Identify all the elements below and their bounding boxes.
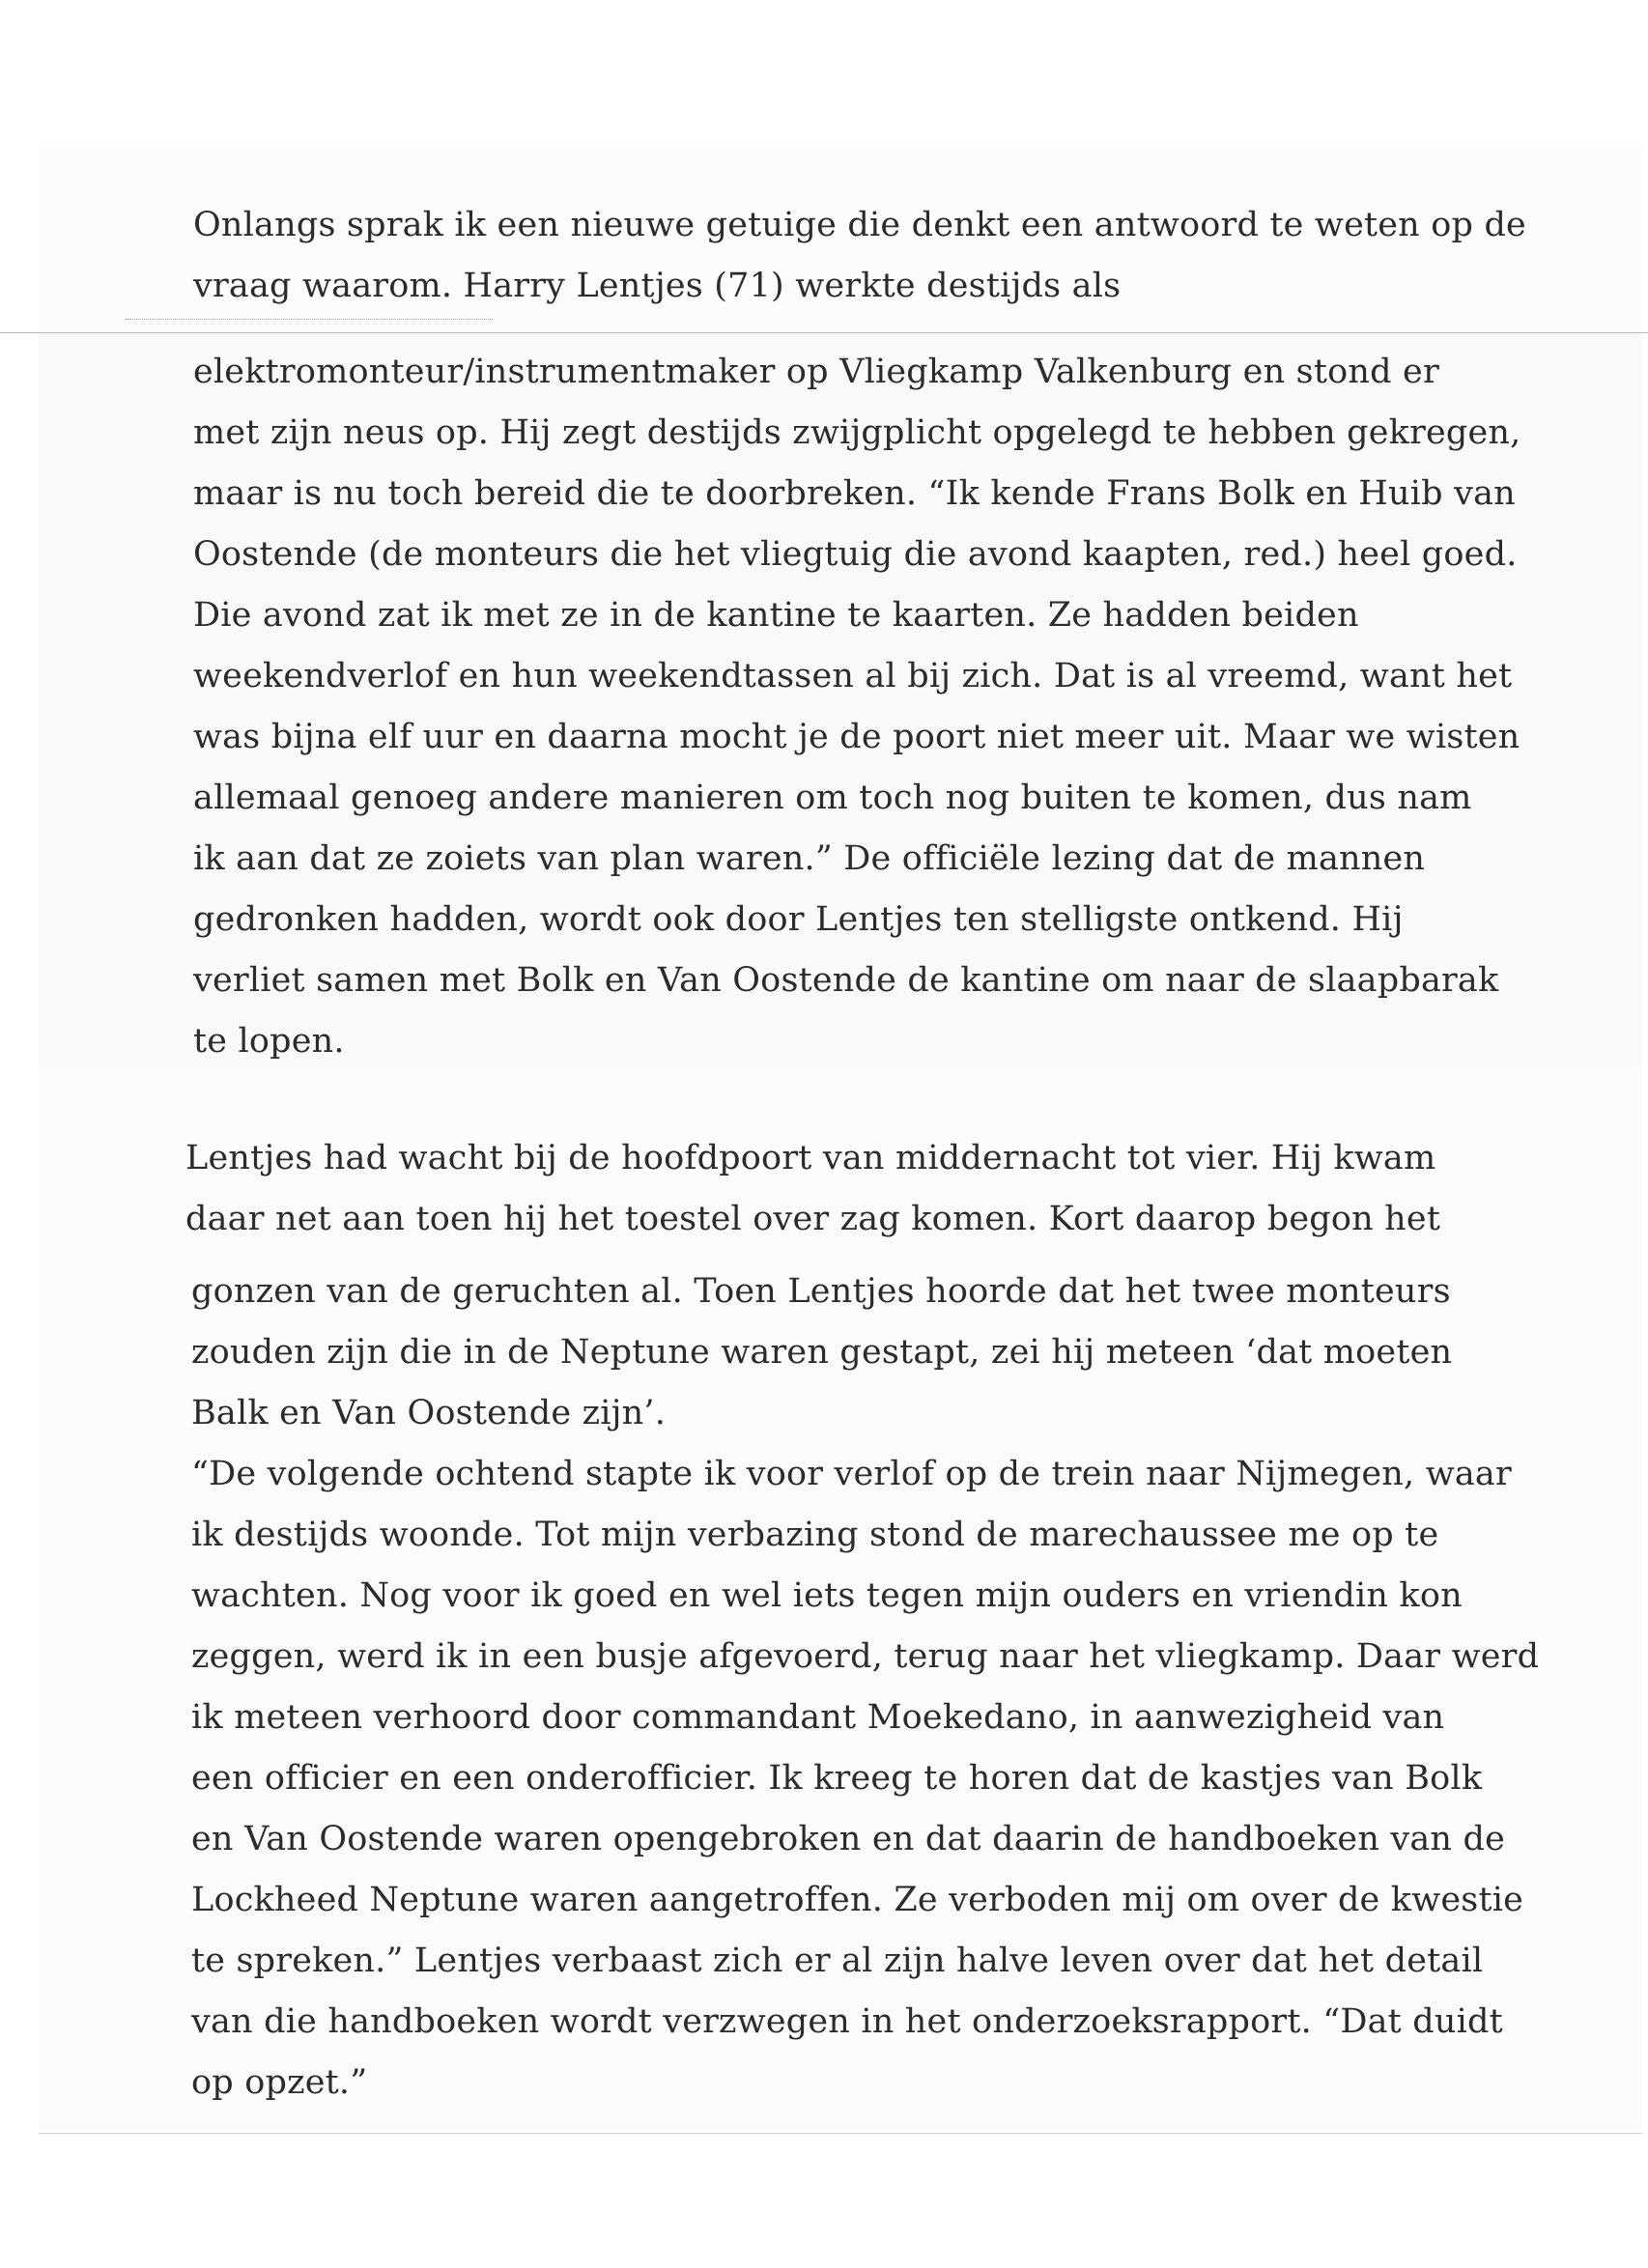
text-line: gonzen van de geruchten al. Toen Lentjes hoorde dat het twee monteurs — [191, 1272, 1451, 1311]
text-line: te spreken.” Lentjes verbaast zich er al zijn halve leven over dat het detail — [191, 1942, 1484, 1980]
bottom-edge-line — [39, 2133, 1642, 2134]
text-line: vraag waarom. Harry Lentjes (71) werkte destijds als — [193, 267, 1122, 305]
text-line: een officier en een onderofficier. Ik kreeg te horen dat de kastjes van Bolk — [191, 1759, 1483, 1798]
paste-seam-line — [0, 332, 1648, 333]
text-line: zeggen, werd ik in een busje afgevoerd, terug naar het vliegkamp. Daar werd — [191, 1637, 1540, 1676]
text-line: Onlangs sprak ik een nieuwe getuige die denkt een antwoord te weten op de — [193, 206, 1526, 244]
text-line: ik meteen verhoord door commandant Moekedano, in aanwezigheid van — [191, 1698, 1445, 1737]
text-line: en Van Oostende waren opengebroken en dat daarin de handboeken van de — [191, 1820, 1506, 1858]
text-line: zouden zijn die in de Neptune waren gestapt, zei hij meteen ‘dat moeten — [191, 1333, 1453, 1372]
text-line: was bijna elf uur en daarna mocht je de poort niet meer uit. Maar we wisten — [193, 718, 1520, 756]
text-line: verliet samen met Bolk en Van Oostende de kantine om naar de slaapbarak — [193, 961, 1499, 1000]
text-line: ik aan dat ze zoiets van plan waren.” De officiële lezing dat de mannen — [193, 839, 1426, 878]
text-line: ik destijds woonde. Tot mijn verbazing stond de marechaussee me op te — [191, 1516, 1439, 1554]
text-line: met zijn neus op. Hij zegt destijds zwijgplicht opgelegd te hebben gekregen, — [193, 413, 1521, 452]
third-paragraph — [191, 1262, 1540, 2113]
text-line: Balk en Van Oostende zijn’. — [191, 1394, 667, 1432]
text-line: allemaal genoeg andere manieren om toch nog buiten te komen, dus nam — [193, 779, 1472, 817]
main-paragraph — [193, 342, 1521, 1072]
text-line: op opzet.” — [191, 2063, 368, 2102]
text-line: maar is nu toch bereid die te doorbreken. “Ik kende Frans Bolk en Huib van — [193, 474, 1516, 513]
second-paragraph — [185, 1128, 1519, 1250]
text-line: weekendverlof en hun weekendtassen al bij zich. Dat is al vreemd, want het — [193, 657, 1513, 695]
text-line: Die avond zat ik met ze in de kantine te kaarten. Ze hadden beiden — [193, 596, 1359, 635]
intro-paragraph — [193, 195, 1526, 317]
text-line: daar net aan toen hij het toestel over zag komen. Kort daarop begon het — [185, 1200, 1441, 1238]
text-line: “De volgende ochtend stapte ik voor verlof op de trein naar Nijmegen, waar — [191, 1455, 1512, 1493]
scan-dotted-edge — [126, 319, 493, 324]
text-line: te lopen. — [193, 1022, 345, 1061]
text-line: Lentjes had wacht bij de hoofdpoort van middernacht tot vier. Hij kwam — [185, 1139, 1436, 1177]
text-line: Lockheed Neptune waren aangetroffen. Ze verboden mij om over de kwestie — [191, 1881, 1524, 1919]
text-line: elektromonteur/instrumentmaker op Vliegkamp Valkenburg en stond er — [193, 353, 1439, 391]
text-line: gedronken hadden, wordt ook door Lentjes ten stelligste ontkend. Hij — [193, 900, 1404, 939]
text-line: Oostende (de monteurs die het vliegtuig die avond kaapten, red.) heel goed. — [193, 535, 1518, 574]
text-line: van die handboeken wordt verzwegen in het onderzoeksrapport. “Dat duidt — [191, 2002, 1503, 2041]
text-line: wachten. Nog voor ik goed en wel iets tegen mijn ouders en vriendin kon — [191, 1576, 1463, 1615]
